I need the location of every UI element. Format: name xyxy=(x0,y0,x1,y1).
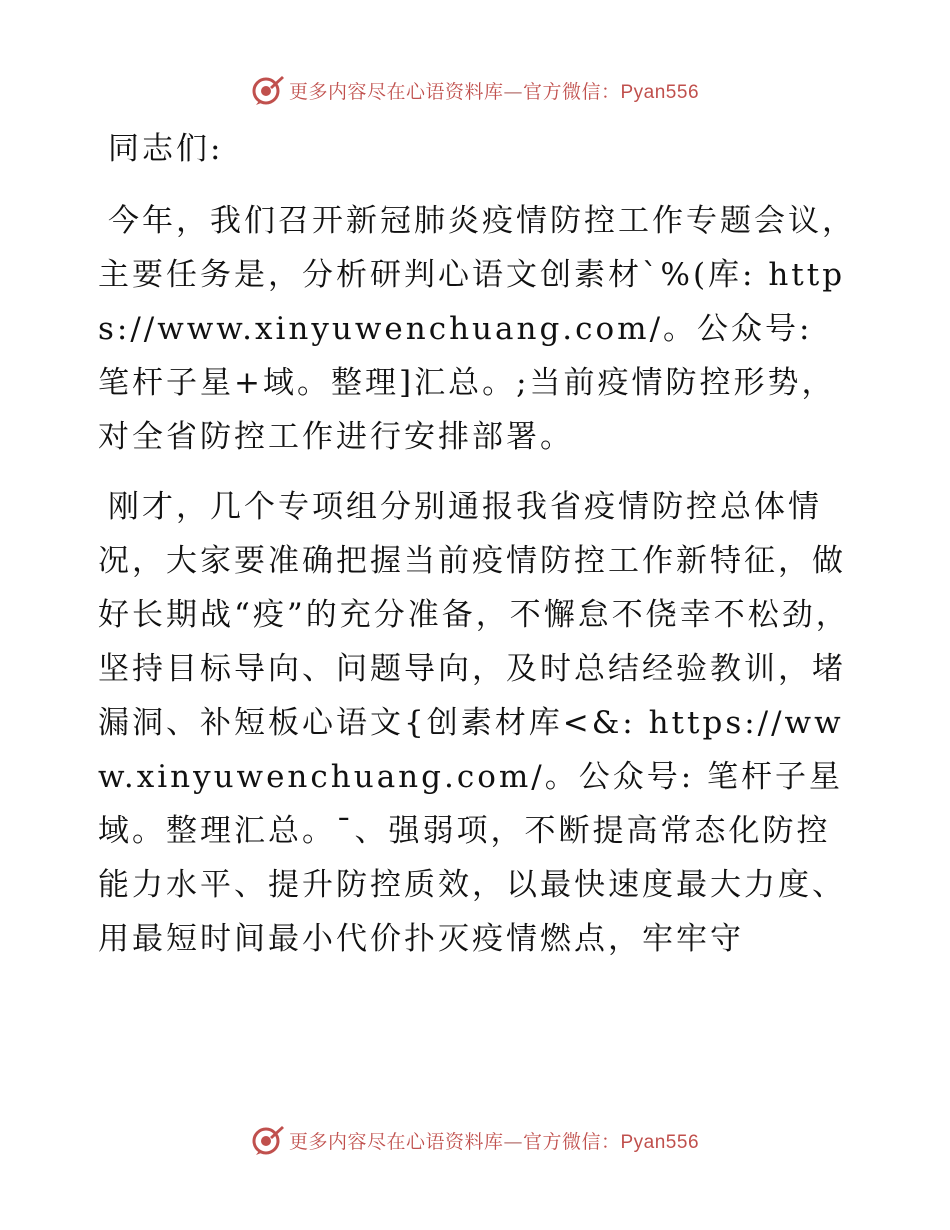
greeting: 同志们: xyxy=(108,131,224,167)
red-pen-circle-logo-icon xyxy=(251,73,285,107)
banner-separator: — xyxy=(503,1130,523,1153)
banner-slogan: 更多内容尽在心语资料库 xyxy=(288,80,504,103)
paragraph-1: 今年，我们召开新冠肺炎疫情防控工作专题会议，主要任务是，分析研判心语文创素材`%(库: https://www.xinyuwenchuang.com/。公众号: 笔杆子星+域。整理]汇总。;当前疫情防控形势，对全省防控工作进行安排部署。 xyxy=(98,203,856,455)
banner-text xyxy=(289,77,699,104)
banner-slogan: 更多内容尽在心语资料库 xyxy=(288,1130,504,1153)
banner-handle: Pyan556 xyxy=(620,81,700,103)
paragraph-2: 刚才，几个专项组分别通报我省疫情防控总体情况，大家要准确把握当前疫情防控工作新特征，做好长期战“疫”的充分准备，不懈怠不侥幸不松劲，坚持目标导向、问题导向，及时总结经验教训，堵漏洞、补短板心语文{创素材库<&: https://www.xinyuwenchuang.com/。公众号: 笔杆子星域。整理汇总。¯、强弱项，不断提高常态化防控能力水平、提升防控质效，以最快速度最大力度、用最短时间最小代价扑灭疫情燃点，牢牢守 xyxy=(98,489,850,957)
red-pen-circle-logo-icon xyxy=(251,1123,285,1157)
document-body xyxy=(98,124,858,966)
banner-text xyxy=(289,1127,699,1154)
banner-official-label: 官方微信： xyxy=(522,1130,621,1153)
banner-official-label: 官方微信： xyxy=(522,80,621,103)
footer-banner xyxy=(0,1120,950,1160)
banner-handle: Pyan556 xyxy=(620,1131,700,1153)
banner-separator: — xyxy=(503,80,523,103)
header-banner xyxy=(0,70,950,110)
